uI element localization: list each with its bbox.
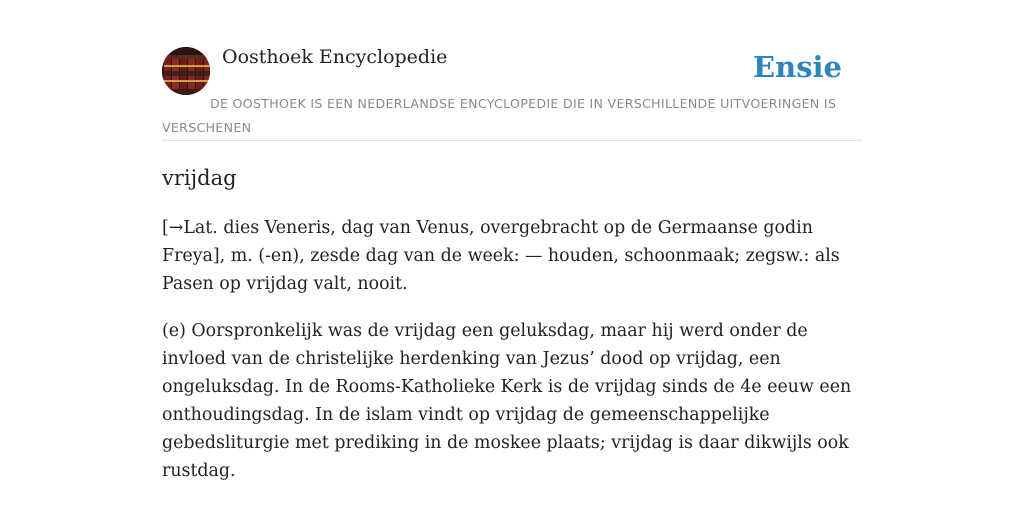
entry-paragraph: [→Lat. dies Veneris, dag van Venus, overgebracht op de Germaanse godin Freya], m. (-en), zesde dag van de week: — houden, schoonmaak; zegsw.: als Pasen op vrijdag valt, nooit. [162, 218, 840, 294]
site-title[interactable]: Oosthoek Encyclopedie [222, 46, 448, 68]
site-tagline: DE OOSTHOEK IS EEN NEDERLANDSE ENCYCLOPEDIE DIE IN VERSCHILLENDE UITVOERINGEN IS VERSCHENEN [162, 96, 837, 135]
encyclopedia-avatar-icon[interactable] [162, 47, 210, 95]
entry-title: vrijdag [162, 166, 237, 190]
site-header [162, 44, 862, 141]
brand-logo[interactable]: Ensie [753, 50, 842, 84]
entry-paragraph: (e) Oorspronkelijk was de vrijdag een geluksdag, maar hij werd onder de invloed van de christelijke herdenking van Jezus’ dood op vrijdag, een ongeluksdag. In de Rooms-Katholieke Kerk is de vrijdag sinds de 4e eeuw een onthoudingsdag. In de islam vindt op vrijdag de gemeenschappelijke gebedsliturgie met prediking in de moskee plaats; vrijdag is daar dikwijls ook rustdag. [162, 321, 852, 481]
entry-content [162, 162, 867, 485]
